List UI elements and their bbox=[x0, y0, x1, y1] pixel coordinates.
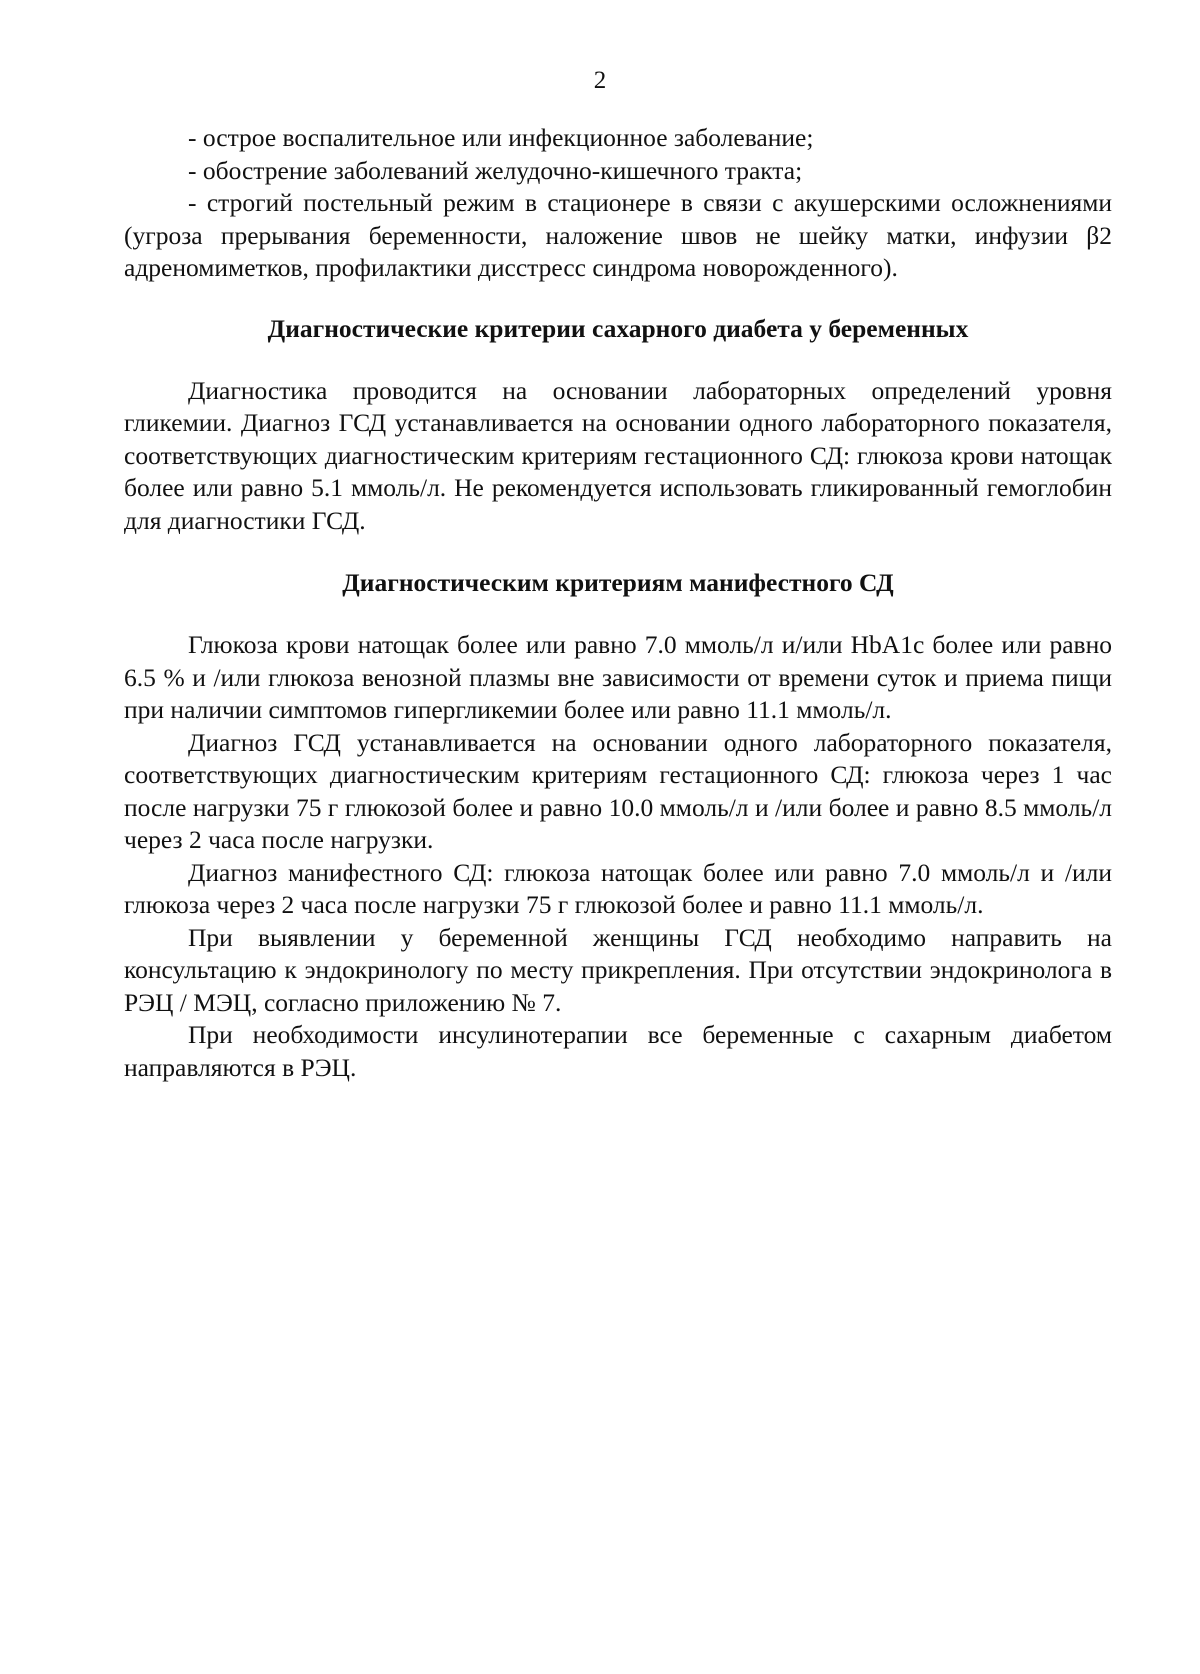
bullet-item-acute-disease: - острое воспалительное или инфекционное заболевание; bbox=[188, 123, 814, 152]
bullet-item-bed-rest: - строгий постельный режим в стационере в связи с акушерскими осложнениями (угроза прерывания беременности, наложение швов не шейку матки, инфузии β2 адреномиметков, профилактики дисстресс синдрома новорожденного). bbox=[124, 188, 1112, 282]
paragraph-endocrinologist-referral: При выявлении у беременной женщины ГСД необходимо направить на консультацию к эндокринологу по месту прикрепления. При отсутствии эндокринолога в РЭЦ / МЭЦ, согласно приложению № 7. bbox=[124, 922, 1112, 1017]
section-heading-diagnostic-criteria: Диагностические критерии сахарного диабета у беременных bbox=[267, 313, 969, 343]
paragraph-diagnostics: Диагностика проводится на основании лабораторных определений уровня гликемии. Диагноз ГСД устанавливается на основании одного лабораторного показателя, соответствующих диагностическим критериям гестационного СД: глюкоза крови натощак более или равно 5.1 ммоль/л. Не рекомендуется использовать гликированный гемоглобин для диагностики ГСД. bbox=[124, 375, 1112, 535]
section-heading-manifest-diabetes: Диагностическим критериям манифестного СД bbox=[342, 568, 894, 597]
bullet-item-gi-exacerbation: - обострение заболеваний желудочно-кишечного тракта; bbox=[188, 155, 803, 185]
paragraph-gdm-diagnosis: Диагноз ГСД устанавливается на основании одного лабораторного показателя, соответствующих диагностическим критериям гестационного СД: глюкоза через 1 час после нагрузки 75 г глюкозой более и равно 10.0 ммоль/л и /или более и равно 8.5 ммоль/л через 2 часа после нагрузки. bbox=[124, 727, 1112, 854]
paragraph-insulin-therapy: При необходимости инсулинотерапии все беременные с сахарным диабетом направляются в РЭЦ. bbox=[124, 1020, 1112, 1082]
paragraph-glucose-criteria: Глюкоза крови натощак более или равно 7.0 ммоль/л и/или HbA1c более или равно 6.5 % и /или глюкоза венозной плазмы вне зависимости от времени суток и приема пищи при наличии симптомов гипергликемии более или равно 11.1 ммоль/л. bbox=[124, 630, 1112, 724]
document-body bbox=[124, 122, 1112, 1084]
page-number: 2 bbox=[593, 67, 607, 94]
paragraph-manifest-diagnosis: Диагноз манифестного СД: глюкоза натощак более или равно 7.0 ммоль/л и /или глюкоза через 2 часа после нагрузки 75 г глюкозой более и равно 11.1 ммоль/л. bbox=[124, 857, 1112, 919]
